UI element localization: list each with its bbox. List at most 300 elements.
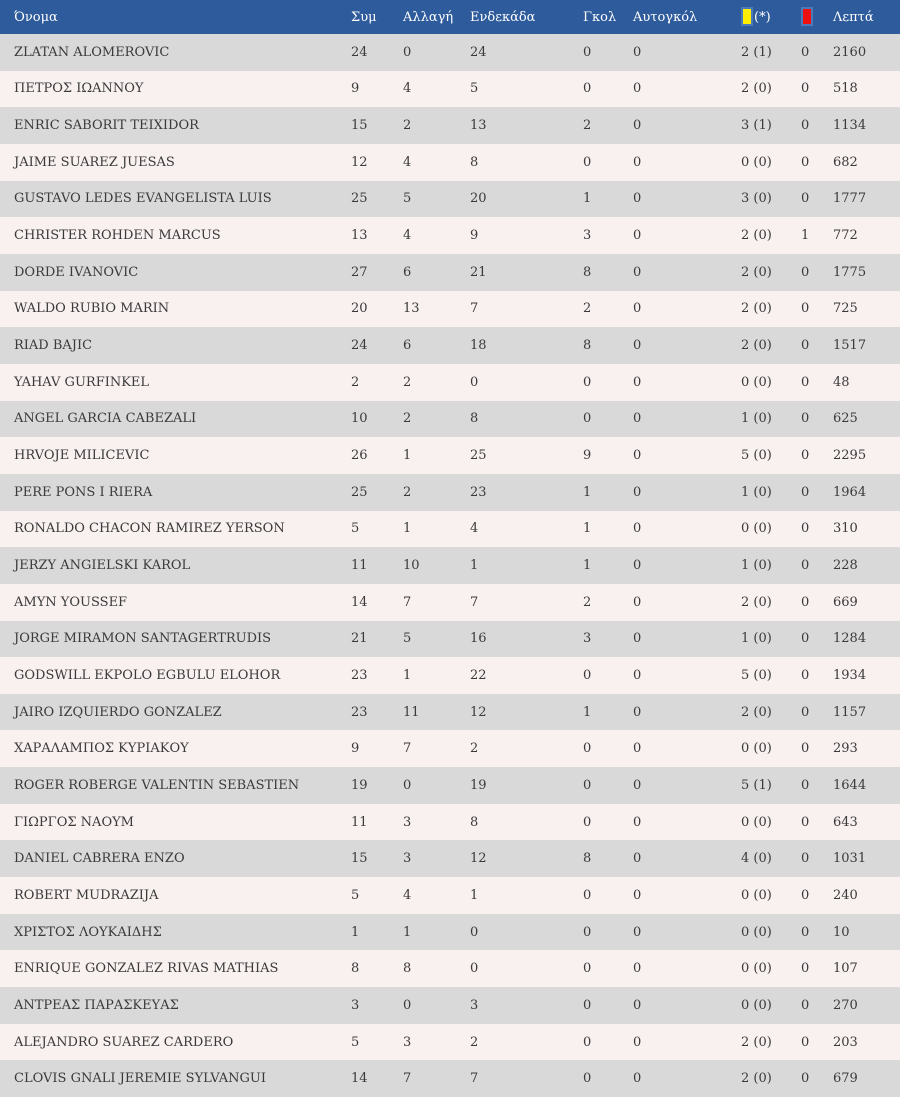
cell-autogkol: 0: [633, 228, 642, 244]
cell-allagi: 3: [403, 851, 412, 867]
cell-sym: 24: [351, 44, 368, 60]
cell-allagi: 4: [403, 81, 412, 97]
cell-autogkol: 0: [633, 484, 642, 500]
cell-yellow: 2 (0): [741, 301, 772, 317]
player-table-body: [0, 34, 900, 1097]
cell-lepta: 1777: [833, 191, 867, 207]
cell-lepta: 1934: [833, 667, 867, 683]
cell-autogkol: 0: [633, 631, 642, 647]
cell-gkol: 0: [583, 924, 592, 940]
cell-red: 0: [801, 264, 810, 280]
cell-allagi: 5: [403, 631, 412, 647]
table-row: [0, 107, 900, 144]
cell-sym: 9: [351, 741, 360, 757]
table-row: [0, 71, 900, 108]
cell-allagi: 7: [403, 594, 412, 610]
cell-sym: 5: [351, 887, 360, 903]
cell-yellow: 2 (0): [741, 81, 772, 97]
cell-name: JERZY ANGIELSKI KAROL: [14, 558, 191, 574]
cell-sym: 20: [351, 301, 368, 317]
cell-endekada: 7: [470, 594, 479, 610]
cell-allagi: 13: [403, 301, 420, 317]
table-row: [0, 877, 900, 914]
cell-sym: 2: [351, 374, 360, 390]
column-header-substitutions: Αλλαγή: [403, 0, 470, 34]
cell-yellow: 2 (1): [741, 44, 772, 60]
table-row: [0, 364, 900, 401]
cell-allagi: 6: [403, 338, 412, 354]
table-row: [0, 694, 900, 731]
cell-allagi: 0: [403, 997, 412, 1013]
cell-autogkol: 0: [633, 44, 642, 60]
cell-name: GUSTAVO LEDES EVANGELISTA LUIS: [14, 191, 272, 207]
cell-name: ΓΙΩΡΓΟΣ ΝΑΟΥΜ: [14, 814, 134, 830]
cell-lepta: 772: [833, 228, 858, 244]
table-row: [0, 987, 900, 1024]
cell-gkol: 3: [583, 228, 592, 244]
cell-gkol: 0: [583, 887, 592, 903]
cell-sym: 19: [351, 777, 368, 793]
cell-name: AMYN YOUSSEF: [14, 594, 128, 610]
cell-gkol: 0: [583, 997, 592, 1013]
cell-sym: 3: [351, 997, 360, 1013]
cell-endekada: 0: [470, 374, 479, 390]
cell-gkol: 1: [583, 191, 592, 207]
cell-lepta: 48: [833, 374, 850, 390]
cell-yellow: 4 (0): [741, 851, 772, 867]
cell-allagi: 0: [403, 777, 412, 793]
cell-yellow: 2 (0): [741, 1071, 772, 1087]
cell-name: RIAD BAJIC: [14, 338, 93, 354]
cell-autogkol: 0: [633, 1071, 642, 1087]
cell-red: 0: [801, 44, 810, 60]
cell-name: ΑΝΤΡΕΑΣ ΠΑΡΑΣΚΕΥΑΣ: [14, 997, 179, 1013]
cell-allagi: 7: [403, 741, 412, 757]
cell-yellow: 0 (0): [741, 997, 772, 1013]
cell-allagi: 2: [403, 374, 412, 390]
cell-endekada: 2: [470, 1034, 479, 1050]
cell-name: ΠΕΤΡΟΣ ΙΩΑΝΝΟΥ: [14, 81, 144, 97]
cell-autogkol: 0: [633, 338, 642, 354]
cell-sym: 23: [351, 704, 368, 720]
cell-sym: 10: [351, 411, 368, 427]
cell-name: ΧΡΙΣΤΟΣ ΛΟΥΚΑΙΔΗΣ: [14, 924, 162, 940]
cell-gkol: 2: [583, 594, 592, 610]
cell-yellow: 3 (1): [741, 118, 772, 134]
cell-name: CLOVIS GNALI JEREMIE SYLVANGUI: [14, 1071, 266, 1087]
cell-yellow: 3 (0): [741, 191, 772, 207]
cell-endekada: 0: [470, 924, 479, 940]
cell-gkol: 0: [583, 1034, 592, 1050]
cell-gkol: 8: [583, 851, 592, 867]
table-row: [0, 767, 900, 804]
cell-sym: 1: [351, 924, 360, 940]
cell-endekada: 16: [470, 631, 487, 647]
cell-lepta: 1964: [833, 484, 867, 500]
table-row: [0, 327, 900, 364]
cell-allagi: 2: [403, 118, 412, 134]
cell-allagi: 2: [403, 411, 412, 427]
cell-gkol: 3: [583, 631, 592, 647]
cell-autogkol: 0: [633, 154, 642, 170]
cell-yellow: 5 (0): [741, 667, 772, 683]
cell-allagi: 0: [403, 44, 412, 60]
table-row: [0, 804, 900, 841]
cell-autogkol: 0: [633, 667, 642, 683]
table-row: [0, 914, 900, 951]
table-row: [0, 474, 900, 511]
cell-red: 0: [801, 301, 810, 317]
cell-lepta: 1284: [833, 631, 867, 647]
cell-yellow: 0 (0): [741, 374, 772, 390]
cell-endekada: 22: [470, 667, 487, 683]
cell-red: 0: [801, 411, 810, 427]
cell-allagi: 1: [403, 521, 412, 537]
column-header-red-cards: [801, 0, 833, 34]
table-row: [0, 437, 900, 474]
cell-endekada: 1: [470, 887, 479, 903]
cell-endekada: 20: [470, 191, 487, 207]
cell-name: ALEJANDRO SUAREZ CARDERO: [14, 1034, 234, 1050]
cell-name: ANGEL GARCIA CABEZALI: [14, 411, 197, 427]
cell-gkol: 9: [583, 448, 592, 464]
cell-yellow: 1 (0): [741, 411, 772, 427]
cell-sym: 23: [351, 667, 368, 683]
table-row: [0, 181, 900, 218]
cell-red: 0: [801, 154, 810, 170]
cell-yellow: 0 (0): [741, 154, 772, 170]
cell-endekada: 19: [470, 777, 487, 793]
cell-yellow: 0 (0): [741, 887, 772, 903]
cell-name: YAHAV GURFINKEL: [14, 374, 150, 390]
cell-lepta: 240: [833, 887, 858, 903]
cell-sym: 25: [351, 484, 368, 500]
cell-lepta: 625: [833, 411, 858, 427]
cell-autogkol: 0: [633, 777, 642, 793]
table-row: [0, 254, 900, 291]
cell-allagi: 4: [403, 154, 412, 170]
cell-sym: 5: [351, 1034, 360, 1050]
cell-yellow: 1 (0): [741, 558, 772, 574]
table-row: [0, 291, 900, 328]
cell-lepta: 682: [833, 154, 858, 170]
cell-autogkol: 0: [633, 81, 642, 97]
cell-yellow: 2 (0): [741, 264, 772, 280]
column-header-starting-eleven: Ενδεκάδα: [470, 0, 583, 34]
cell-endekada: 8: [470, 154, 479, 170]
cell-gkol: 0: [583, 44, 592, 60]
cell-lepta: 2295: [833, 448, 867, 464]
table-row: [0, 584, 900, 621]
cell-autogkol: 0: [633, 374, 642, 390]
cell-red: 0: [801, 484, 810, 500]
cell-sym: 12: [351, 154, 368, 170]
column-header-minutes: Λεπτά: [833, 0, 900, 34]
cell-endekada: 12: [470, 704, 487, 720]
cell-lepta: 203: [833, 1034, 858, 1050]
cell-name: RONALDO CHACON RAMIREZ YERSON: [14, 521, 285, 537]
cell-name: HRVOJE MILICEVIC: [14, 448, 150, 464]
yellow-card-icon: [741, 7, 753, 26]
cell-name: ZLATAN ALOMEROVIC: [14, 44, 170, 60]
cell-gkol: 2: [583, 118, 592, 134]
cell-yellow: 0 (0): [741, 924, 772, 940]
cell-endekada: 0: [470, 961, 479, 977]
cell-allagi: 6: [403, 264, 412, 280]
cell-lepta: 1644: [833, 777, 867, 793]
cell-sym: 24: [351, 338, 368, 354]
table-row: [0, 657, 900, 694]
cell-name: CHRISTER ROHDEN MARCUS: [14, 228, 221, 244]
cell-red: 0: [801, 997, 810, 1013]
cell-gkol: 0: [583, 154, 592, 170]
cell-endekada: 1: [470, 558, 479, 574]
column-header-own-goals: Αυτογκόλ: [633, 0, 741, 34]
cell-lepta: 518: [833, 81, 858, 97]
red-card-icon: [801, 7, 813, 26]
cell-name: ROGER ROBERGE VALENTIN SEBASTIEN: [14, 777, 300, 793]
cell-yellow: 0 (0): [741, 814, 772, 830]
cell-yellow: 1 (0): [741, 484, 772, 500]
cell-sym: 9: [351, 81, 360, 97]
table-row: [0, 144, 900, 181]
cell-red: 0: [801, 594, 810, 610]
cell-red: 0: [801, 374, 810, 390]
table-row: [0, 217, 900, 254]
cell-autogkol: 0: [633, 704, 642, 720]
cell-gkol: 0: [583, 777, 592, 793]
cell-allagi: 5: [403, 191, 412, 207]
table-row: [0, 730, 900, 767]
cell-red: 0: [801, 667, 810, 683]
cell-lepta: 1031: [833, 851, 867, 867]
cell-gkol: 1: [583, 521, 592, 537]
cell-gkol: 0: [583, 741, 592, 757]
cell-name: WALDO RUBIO MARIN: [14, 301, 170, 317]
cell-yellow: 2 (0): [741, 704, 772, 720]
cell-red: 0: [801, 924, 810, 940]
cell-endekada: 7: [470, 301, 479, 317]
table-row: [0, 34, 900, 71]
cell-lepta: 107: [833, 961, 858, 977]
cell-red: 0: [801, 631, 810, 647]
cell-yellow: 5 (1): [741, 777, 772, 793]
cell-endekada: 2: [470, 741, 479, 757]
cell-gkol: 1: [583, 558, 592, 574]
cell-name: GODSWILL EKPOLO EGBULU ELOHOR: [14, 667, 281, 683]
cell-allagi: 8: [403, 961, 412, 977]
cell-gkol: 0: [583, 411, 592, 427]
cell-autogkol: 0: [633, 924, 642, 940]
cell-endekada: 21: [470, 264, 487, 280]
cell-red: 0: [801, 448, 810, 464]
cell-name: DORDE IVANOVIC: [14, 264, 139, 280]
cell-red: 0: [801, 741, 810, 757]
cell-red: 0: [801, 1071, 810, 1087]
cell-allagi: 1: [403, 667, 412, 683]
cell-lepta: 1775: [833, 264, 867, 280]
cell-red: 1: [801, 228, 810, 244]
cell-endekada: 5: [470, 81, 479, 97]
cell-allagi: 3: [403, 814, 412, 830]
cell-autogkol: 0: [633, 887, 642, 903]
cell-sym: 21: [351, 631, 368, 647]
cell-gkol: 0: [583, 81, 592, 97]
cell-allagi: 7: [403, 1071, 412, 1087]
cell-autogkol: 0: [633, 558, 642, 574]
cell-endekada: 8: [470, 411, 479, 427]
cell-red: 0: [801, 118, 810, 134]
cell-autogkol: 0: [633, 264, 642, 280]
cell-gkol: 1: [583, 704, 592, 720]
cell-sym: 25: [351, 191, 368, 207]
cell-red: 0: [801, 191, 810, 207]
cell-sym: 14: [351, 1071, 368, 1087]
cell-lepta: 2160: [833, 44, 867, 60]
cell-lepta: 1157: [833, 704, 867, 720]
cell-lepta: 293: [833, 741, 858, 757]
cell-sym: 8: [351, 961, 360, 977]
cell-gkol: 8: [583, 338, 592, 354]
cell-name: PERE PONS I RIERA: [14, 484, 153, 500]
column-header-appearances: Συμ: [351, 0, 403, 34]
yellow-card-header-label: (*): [754, 9, 771, 25]
cell-lepta: 270: [833, 997, 858, 1013]
cell-yellow: 0 (0): [741, 521, 772, 537]
cell-endekada: 9: [470, 228, 479, 244]
cell-autogkol: 0: [633, 997, 642, 1013]
cell-endekada: 8: [470, 814, 479, 830]
cell-name: ROBERT MUDRAZIJA: [14, 887, 159, 903]
cell-yellow: 1 (0): [741, 631, 772, 647]
cell-gkol: 0: [583, 1071, 592, 1087]
cell-sym: 11: [351, 814, 368, 830]
cell-lepta: 310: [833, 521, 858, 537]
cell-sym: 15: [351, 118, 368, 134]
cell-red: 0: [801, 814, 810, 830]
cell-lepta: 669: [833, 594, 858, 610]
cell-endekada: 18: [470, 338, 487, 354]
cell-name: JORGE MIRAMON SANTAGERTRUDIS: [14, 631, 272, 647]
cell-gkol: 0: [583, 667, 592, 683]
cell-autogkol: 0: [633, 594, 642, 610]
cell-sym: 13: [351, 228, 368, 244]
table-row: [0, 511, 900, 548]
cell-endekada: 13: [470, 118, 487, 134]
cell-gkol: 2: [583, 301, 592, 317]
table-header-row: [0, 0, 900, 34]
cell-allagi: 2: [403, 484, 412, 500]
cell-endekada: 12: [470, 851, 487, 867]
cell-red: 0: [801, 558, 810, 574]
cell-yellow: 2 (0): [741, 594, 772, 610]
cell-lepta: 1517: [833, 338, 867, 354]
cell-red: 0: [801, 777, 810, 793]
cell-name: ΧΑΡΑΛΑΜΠΟΣ ΚΥΡΙΑΚΟΥ: [14, 741, 189, 757]
table-row: [0, 401, 900, 438]
cell-autogkol: 0: [633, 448, 642, 464]
cell-red: 0: [801, 1034, 810, 1050]
cell-sym: 15: [351, 851, 368, 867]
table-row: [0, 547, 900, 584]
cell-allagi: 10: [403, 558, 420, 574]
cell-autogkol: 0: [633, 814, 642, 830]
cell-endekada: 24: [470, 44, 487, 60]
cell-gkol: 0: [583, 374, 592, 390]
cell-sym: 14: [351, 594, 368, 610]
column-header-name: Όνομα: [0, 0, 351, 34]
cell-endekada: 3: [470, 997, 479, 1013]
cell-gkol: 0: [583, 814, 592, 830]
cell-name: JAIRO IZQUIERDO GONZALEZ: [14, 704, 222, 720]
cell-allagi: 11: [403, 704, 420, 720]
cell-red: 0: [801, 887, 810, 903]
cell-yellow: 0 (0): [741, 741, 772, 757]
cell-endekada: 4: [470, 521, 479, 537]
cell-autogkol: 0: [633, 301, 642, 317]
cell-autogkol: 0: [633, 741, 642, 757]
table-row: [0, 840, 900, 877]
cell-endekada: 25: [470, 448, 487, 464]
cell-lepta: 725: [833, 301, 858, 317]
cell-autogkol: 0: [633, 961, 642, 977]
table-row: [0, 621, 900, 658]
cell-autogkol: 0: [633, 411, 642, 427]
cell-allagi: 4: [403, 228, 412, 244]
cell-lepta: 643: [833, 814, 858, 830]
cell-yellow: 2 (0): [741, 338, 772, 354]
cell-name: ENRIC SABORIT TEIXIDOR: [14, 118, 199, 134]
cell-red: 0: [801, 851, 810, 867]
cell-endekada: 23: [470, 484, 487, 500]
cell-lepta: 1134: [833, 118, 867, 134]
cell-sym: 5: [351, 521, 360, 537]
cell-yellow: 2 (0): [741, 228, 772, 244]
cell-lepta: 10: [833, 924, 850, 940]
cell-autogkol: 0: [633, 191, 642, 207]
cell-yellow: 5 (0): [741, 448, 772, 464]
column-header-yellow-cards: [741, 0, 801, 34]
cell-autogkol: 0: [633, 1034, 642, 1050]
cell-sym: 11: [351, 558, 368, 574]
cell-name: ENRIQUE GONZALEZ RIVAS MATHIAS: [14, 961, 279, 977]
cell-allagi: 3: [403, 1034, 412, 1050]
cell-lepta: 679: [833, 1071, 858, 1087]
cell-autogkol: 0: [633, 118, 642, 134]
cell-name: DANIEL CABRERA ENZO: [14, 851, 185, 867]
cell-red: 0: [801, 338, 810, 354]
cell-red: 0: [801, 81, 810, 97]
cell-sym: 27: [351, 264, 368, 280]
cell-endekada: 7: [470, 1071, 479, 1087]
table-row: [0, 1024, 900, 1061]
cell-red: 0: [801, 521, 810, 537]
cell-allagi: 1: [403, 448, 412, 464]
cell-gkol: 1: [583, 484, 592, 500]
cell-allagi: 4: [403, 887, 412, 903]
cell-gkol: 8: [583, 264, 592, 280]
cell-red: 0: [801, 704, 810, 720]
column-header-goals: Γκολ: [583, 0, 633, 34]
cell-allagi: 1: [403, 924, 412, 940]
cell-red: 0: [801, 961, 810, 977]
cell-yellow: 0 (0): [741, 961, 772, 977]
cell-lepta: 228: [833, 558, 858, 574]
cell-gkol: 0: [583, 961, 592, 977]
cell-yellow: 2 (0): [741, 1034, 772, 1050]
table-row: [0, 950, 900, 987]
cell-autogkol: 0: [633, 851, 642, 867]
